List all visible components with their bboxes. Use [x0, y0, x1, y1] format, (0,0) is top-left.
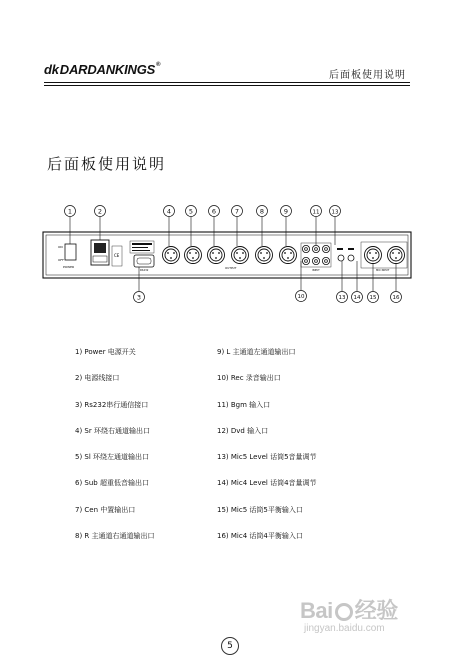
panel-label-on: ON [58, 245, 63, 249]
legend-item: 5) Sl 环绕左通道输出口 [75, 453, 150, 462]
registered-mark: ® [156, 62, 161, 68]
header-rule [44, 82, 410, 83]
legend-item: 10) Rec 录音输出口 [217, 374, 281, 383]
brand-logo [44, 62, 160, 77]
svg-text:CE: CE [114, 253, 120, 258]
watermark-brand [300, 594, 398, 625]
panel-label-input: INPUT [312, 269, 320, 272]
legend-item: 12) Dvd 输入口 [217, 426, 269, 435]
watermark-url: jingyan.baidu.com [304, 623, 385, 634]
callout-11-label: 11 [312, 209, 320, 216]
callout-5-label: 5 [188, 207, 194, 216]
callout-15-label: 15 [369, 295, 377, 301]
callout-14-label: 14 [353, 295, 361, 301]
legend-item: 13) Mic5 Level 话筒5音量调节 [217, 453, 317, 462]
page-title: 后面板使用说明 [47, 155, 167, 173]
legend-column-right [217, 347, 367, 557]
legend-item: 15) Mic5 话筒5平衡输入口 [217, 505, 303, 514]
paw-icon [335, 603, 353, 621]
panel-label-mic-input: MIC INPUT [376, 269, 390, 272]
panel-label-off: OFF [58, 258, 64, 262]
callout-1-label: 1 [67, 207, 73, 216]
legend-column-left [75, 347, 225, 557]
legend-item: 11) Bgm 输入口 [217, 400, 271, 409]
panel-label-rs232: RS232 [140, 269, 149, 272]
callout-13-top-label: 13 [331, 209, 339, 216]
legend-item: 2) 电源线接口 [75, 374, 120, 383]
legend-item: 14) Mic4 Level 话筒4音量调节 [217, 479, 317, 488]
callout-9-label: 9 [283, 207, 289, 216]
legend-item: 9) L 主通道左通道输出口 [217, 348, 296, 356]
mic5-level-knob [338, 255, 344, 261]
header-rule-thin [44, 85, 410, 86]
legend-item: 1) Power 电源开关 [75, 348, 136, 356]
power-switch [65, 244, 76, 260]
legend-item: 7) Cen 中置输出口 [75, 505, 136, 514]
watermark-brand-left: Bai [300, 598, 333, 623]
legend-item: 8) R 主通道右通道输出口 [75, 532, 155, 541]
logo-mark: dk [44, 62, 59, 77]
legend-item: 16) Mic4 话筒4平衡输入口 [217, 532, 303, 541]
callout-8-label: 8 [259, 207, 265, 216]
watermark-brand-right: 经验 [354, 598, 398, 623]
panel-label-output: OUTPUT [225, 266, 237, 270]
panel-label-power: POWER [63, 265, 75, 269]
mic4-level-knob [348, 255, 354, 261]
header-title: 后面板使用说明 [329, 70, 406, 81]
legend-item: 4) Sr 环绕右通道输出口 [75, 426, 150, 435]
callout-16-label: 16 [392, 295, 400, 301]
rear-panel-diagram [0, 195, 450, 315]
logo-text: DARDANKINGS [59, 62, 156, 77]
callout-10-label: 10 [297, 294, 305, 300]
callout-13-bottom-label: 13 [338, 295, 346, 301]
page-number: 5 [221, 637, 239, 655]
callout-7-label: 7 [234, 207, 240, 216]
callout-4-label: 4 [166, 207, 172, 216]
baidu-watermark [300, 594, 398, 634]
callout-2-label: 2 [97, 207, 103, 216]
page-header [0, 0, 450, 86]
legend-item: 6) Sub 超重低音输出口 [75, 479, 149, 488]
callout-3-label: 3 [136, 293, 142, 302]
legend-item: 3) Rs232串行通信接口 [75, 400, 149, 409]
callout-6-label: 6 [211, 207, 217, 216]
